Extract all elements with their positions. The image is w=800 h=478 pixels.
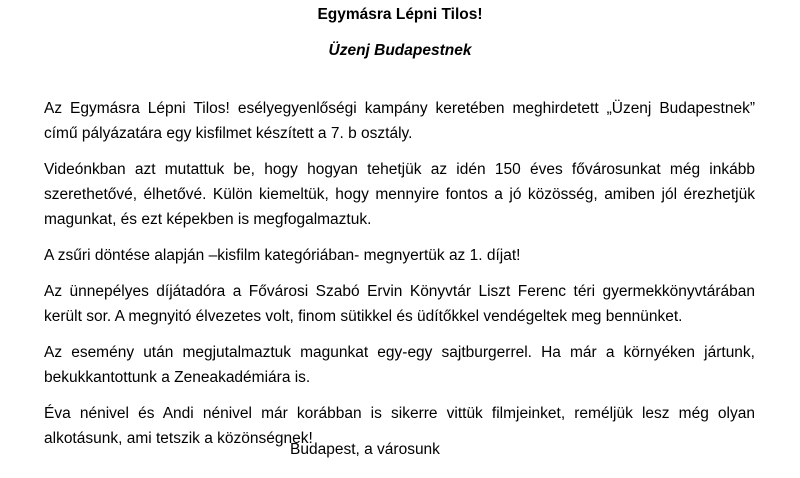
paragraph: Éva nénivel és Andi nénivel már korábban is sikerre vittük filmjeinket, reméljük lesz még olyan alkotásunk, ami tetszik a közönségnek! bbox=[44, 405, 755, 447]
document-subtitle: Üzenj Budapestnek bbox=[328, 42, 472, 59]
signature: Budapest, a városunk bbox=[290, 441, 440, 458]
paragraph: A zsűri döntése alapján –kisfilm kategóriában- megnyertük az 1. díjat! bbox=[44, 247, 521, 264]
paragraph: Az Egymásra Lépni Tilos! esélyegyenlőségi kampány keretében meghirdetett „Üzenj Budapestnek” című pályázatára egy kisfilmet készített a 7. b osztály. bbox=[44, 100, 755, 142]
document-body bbox=[44, 96, 755, 462]
document-title: Egymásra Lépni Tilos! bbox=[317, 6, 483, 23]
paragraph: Az ünnepélyes díjátadóra a Fővárosi Szabó Ervin Könyvtár Liszt Ferenc téri gyermekkönyvtárában került sor. A megnyitó élvezetes volt, finom sütikkel és üdítőkkel vendégeltek meg bennünket. bbox=[44, 283, 755, 325]
paragraph: Videónkban azt mutattuk be, hogy hogyan tehetjük az idén 150 éves fővárosunkat még inkább szerethetővé, élhetővé. Külön kiemeltük, hogy mennyire fontos a jó közösség, amiben jól érezhetjük magunkat, és ezt képekben is megfogalmaztuk. bbox=[44, 161, 755, 228]
paragraph: Az esemény után megjutalmaztuk magunkat egy-egy sajtburgerrel. Ha már a környéken jártunk, bekukkantottunk a Zeneakadémiára is. bbox=[44, 344, 755, 386]
